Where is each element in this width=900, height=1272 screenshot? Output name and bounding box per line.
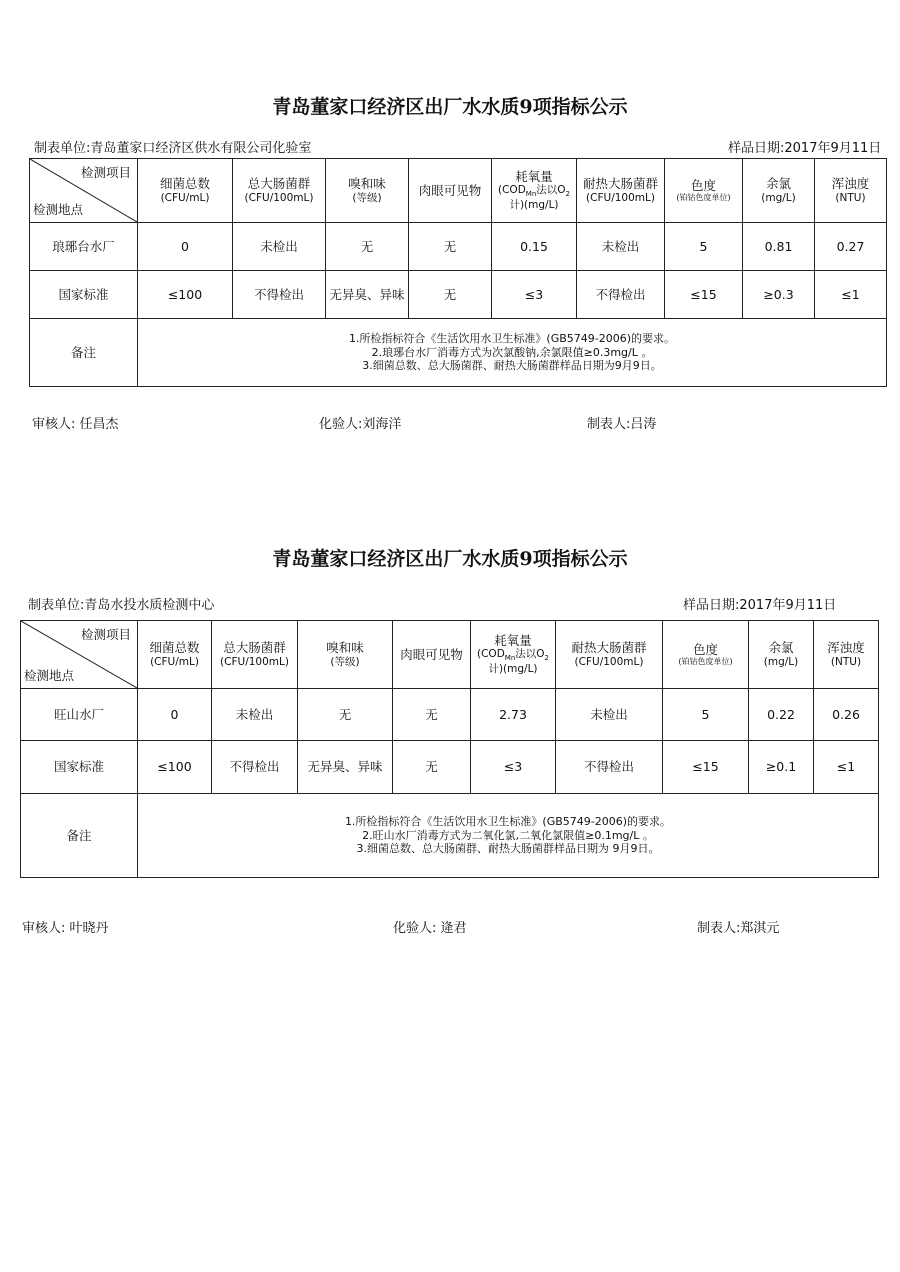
value-cell: ≥0.1 [749,741,814,794]
note-line: 3.细菌总数、总大肠菌群、耐热大肠菌群样品日期为 9月9日。 [356,842,660,856]
value-cell: ≤1 [814,741,879,794]
value-cell: 0 [138,223,233,271]
header-row [30,159,887,223]
value-cell: ≤15 [665,271,743,319]
col-header: 肉眼可见物 [409,159,492,223]
water-quality-table [29,158,887,387]
report-title: 青岛董家口经济区出厂水水质9项指标公示 [272,548,628,570]
col-header: 色度 (铂钴色度单位) [663,621,749,689]
value-cell: 0.27 [815,223,887,271]
corner-bottom-label: 检测地点 [24,668,75,684]
value-cell: ≥0.3 [743,271,815,319]
col-header: 细菌总数 (CFU/mL) [138,621,212,689]
col-header: 总大肠菌群 (CFU/100mL) [212,621,298,689]
preparer-signature: 制表人:吕涛 [587,417,657,432]
col-header: 总大肠菌群 (CFU/100mL) [233,159,326,223]
value-cell: 无 [326,223,409,271]
water-quality-table [20,620,879,878]
sample-date: 样品日期:2017年9月11日 [728,141,882,156]
value-cell: 不得检出 [212,741,298,794]
value-cell: 2.73 [471,689,556,741]
site-cell: 国家标准 [21,741,138,794]
col-header: 色度 (铂钴色度单位) [665,159,743,223]
value-cell: ≤1 [815,271,887,319]
corner-header-cell [30,159,138,223]
note-line: 1.所检指标符合《生活饮用水卫生标准》(GB5749-2006)的要求。 [348,331,676,345]
site-cell: 旺山水厂 [21,689,138,741]
value-cell: 未检出 [233,223,326,271]
notes-label: 备注 [30,319,138,387]
value-cell: 不得检出 [233,271,326,319]
table-row [30,271,887,319]
corner-top-label: 检测项目 [80,165,131,180]
site-cell: 国家标准 [30,271,138,319]
col-header: 余氯 (mg/L) [743,159,815,223]
value-cell: 无异臭、异味 [326,271,409,319]
header-row [21,621,879,689]
value-cell: 未检出 [212,689,298,741]
value-cell: 无异臭、异味 [298,741,393,794]
value-cell: ≤3 [471,741,556,794]
value-cell: 0.22 [749,689,814,741]
report-title: 青岛董家口经济区出厂水水质9项指标公示 [272,96,628,118]
col-header: 耗氧量 ($COD_{Mn}$法以$O_2$ 计)(mg/L) [471,621,556,689]
tester-signature: 化验人:刘海洋 [319,417,402,432]
table-row [30,223,887,271]
col-header: 余氯 (mg/L) [749,621,814,689]
corner-bottom-label: 检测地点 [33,202,84,218]
note-line: 1.所检指标符合《生活饮用水卫生标准》(GB5749-2006)的要求。 [344,814,672,828]
value-cell: 无 [298,689,393,741]
notes-row [21,794,879,878]
col-header: 嗅和味 (等级) [298,621,393,689]
value-cell: ≤3 [492,271,577,319]
value-cell: 0.15 [492,223,577,271]
value-cell: 5 [665,223,743,271]
value-cell: 无 [393,689,471,741]
corner-top-label: 检测项目 [80,627,131,642]
col-header: 耐热大肠菌群 (CFU/100mL) [556,621,663,689]
tester-signature: 化验人: 逄君 [393,921,467,936]
value-cell: ≤15 [663,741,749,794]
preparer-signature: 制表人:郑淇元 [697,921,780,936]
table-row [21,741,879,794]
corner-header-cell [21,621,138,689]
value-cell: 未检出 [556,689,663,741]
value-cell: 未检出 [577,223,665,271]
value-cell: 0.26 [814,689,879,741]
notes-cell [138,319,887,387]
value-cell: ≤100 [138,271,233,319]
col-header: 肉眼可见物 [393,621,471,689]
notes-label: 备注 [21,794,138,878]
reviewer-signature: 审核人: 叶晓丹 [22,921,109,936]
col-header: 耗氧量 ($COD_{Mn}$法以$O_2$ 计)(mg/L) [492,159,577,223]
table-row [21,689,879,741]
col-header: 细菌总数 (CFU/mL) [138,159,233,223]
value-cell: 无 [409,271,492,319]
sample-date: 样品日期:2017年9月11日 [683,598,837,613]
col-header: 浑浊度 (NTU) [814,621,879,689]
reviewer-signature: 审核人: 任昌杰 [32,417,119,432]
value-cell: 0 [138,689,212,741]
col-header: 耐热大肠菌群 (CFU/100mL) [577,159,665,223]
notes-row [30,319,887,387]
value-cell: 不得检出 [556,741,663,794]
value-cell: 0.81 [743,223,815,271]
col-header: 嗅和味 (等级) [326,159,409,223]
note-line: 2.琅琊台水厂消毒方式为次氯酸钠,余氯限值≥0.3mg/L 。 [371,345,653,359]
value-cell: 无 [409,223,492,271]
note-line: 3.细菌总数、总大肠菌群、耐热大肠菌群样品日期为9月9日。 [362,359,662,373]
value-cell: 5 [663,689,749,741]
note-line: 2.旺山水厂消毒方式为二氧化氯,二氧化氯限值≥0.1mg/L 。 [362,828,654,842]
value-cell: 不得检出 [577,271,665,319]
value-cell: 无 [393,741,471,794]
notes-cell [138,794,879,878]
prepared-by-unit: 制表单位:青岛董家口经济区供水有限公司化验室 [34,141,312,156]
value-cell: ≤100 [138,741,212,794]
site-cell: 琅琊台水厂 [30,223,138,271]
col-header: 浑浊度 (NTU) [815,159,887,223]
prepared-by-unit: 制表单位:青岛水投水质检测中心 [28,598,215,613]
